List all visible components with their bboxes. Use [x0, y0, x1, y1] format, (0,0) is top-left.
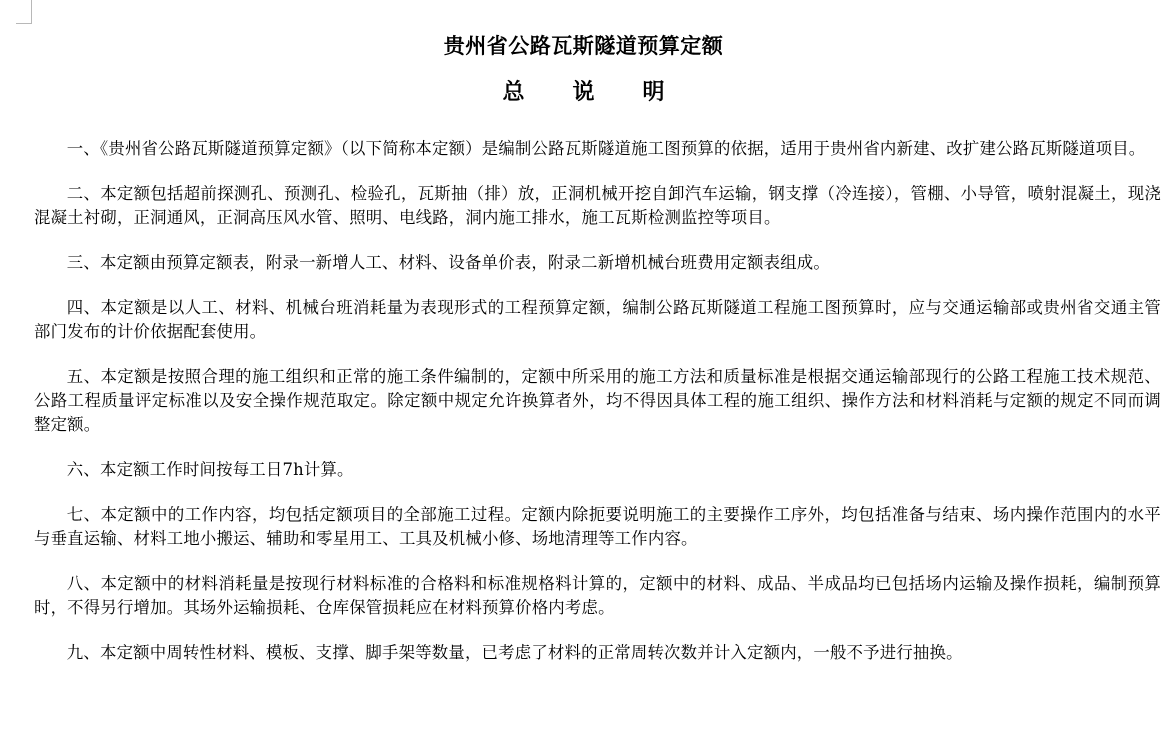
crop-mark-horizontal: [16, 23, 32, 24]
paragraph-6: 六、本定额工作时间按每工日7h计算。: [66, 460, 354, 479]
paragraph-3: 三、本定额由预算定额表，附录一新增人工、材料、设备单价表，附录二新增机械台班费用定额表组成。: [66, 253, 830, 272]
paragraph-4: 四、本定额是以人工、材料、机械台班消耗量为表现形式的工程预算定额，编制公路瓦斯隧道工程施工图预算时，应与交通运输部或贵州省交通主管部门发布的计价依据配套使用。: [34, 298, 1161, 341]
document-subtitle: 总说明: [502, 79, 713, 105]
paragraph-2: 二、本定额包括超前探测孔、预测孔、检验孔，瓦斯抽（排）放，正洞机械开挖自卸汽车运输，钢支撑（冷连接），管棚、小导管，喷射混凝土，现浇混凝土衬砌，正洞通风，正洞高压风水管、照明、电线路，洞内施工排水，施工瓦斯检测监控等项目。: [34, 184, 1161, 227]
paragraph-9: 九、本定额中周转性材料、模板、支撑、脚手架等数量，已考虑了材料的正常周转次数并计入定额内，一般不予进行抽换。: [66, 643, 963, 662]
paragraph-1: 一、《贵州省公路瓦斯隧道预算定额》（以下简称本定额）是编制公路瓦斯隧道施工图预算的依据，适用于贵州省内新建、改扩建公路瓦斯隧道项目。: [66, 139, 1146, 158]
paragraph-7: 七、本定额中的工作内容，均包括定额项目的全部施工过程。定额内除扼要说明施工的主要操作工序外，均包括准备与结束、场内操作范围内的水平与垂直运输、材料工地小搬运、辅助和零星用工、工具及机械小修、场地清理等工作内容。: [34, 505, 1161, 548]
paragraph-8: 八、本定额中的材料消耗量是按现行材料标准的合格料和标准规格料计算的，定额中的材料、成品、半成品均已包括场内运输及操作损耗，编制预算时，不得另行增加。其场外运输损耗、仓库保管损耗应在材料预算价格内考虑。: [34, 574, 1161, 617]
document-title: 贵州省公路瓦斯隧道预算定额: [443, 33, 724, 58]
paragraph-5: 五、本定额是按照合理的施工组织和正常的施工条件编制的，定额中所采用的施工方法和质量标准是根据交通运输部现行的公路工程施工技术规范、公路工程质量评定标准以及安全操作规范取定。除定额中规定允许换算者外，均不得因具体工程的施工组织、操作方法和材料消耗与定额的规定不同而调整定额。: [34, 367, 1161, 434]
crop-mark-vertical: [31, 0, 32, 24]
document-body: [34, 137, 1161, 686]
